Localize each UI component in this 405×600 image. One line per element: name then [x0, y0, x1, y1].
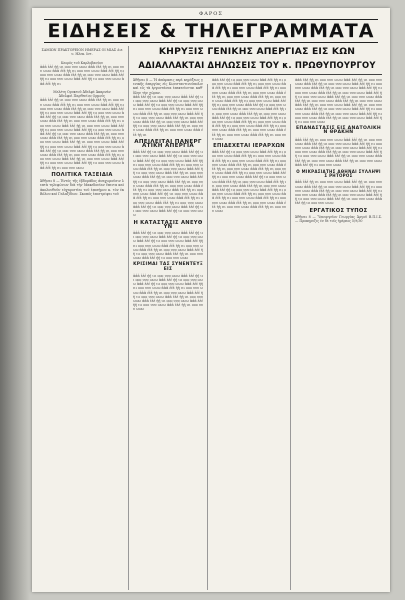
center-right-sub-1: ΕΠΙΔΕΧΕΤΑΙ ΙΕΡΑΡΧΩΝ: [213, 143, 285, 150]
middle-lead: Ἀθῆναι 8 — Ἡ ἀπόφασις περὶ κηρύξεως γενικῆς ἀπεργίας εἰς Κωνσταντινούπολιν καὶ εἰς τὰ ἐργοστάσια ἐπεκτείνεται καθ' ὅλην τὴν χώραν.: [133, 78, 203, 95]
column-rule-right: [290, 84, 291, 590]
headline-rule: [130, 74, 382, 75]
headline-secondary: ΑΔΙΑΛΛΑΚΤΑΙ ΔΗΛΩΣΕΙΣ ΤΟΥ κ. ΠΡΩΘΥΠΟΥΡΓΟΥ: [138, 60, 376, 70]
left-section-a: Καιρός τοῦ Καρλοβασίου: [60, 60, 104, 65]
left-box-text: Ἀθῆναι 8 — Ἐντὸς τῆς ἑβδομάδος ἀναχωροῦσιν λεπτὰ τηλεφώνων διὰ τὴν Μακεδονίαν ἔπειτα καὶ ἀκολουθοῦν εὐχαριστίαι τοῦ ἐπισήμου κ. τὸν ἐκ Βόλου καὶ Γαλαξίδιον. Σκοπός ἐπιστρέψαι τοῦ: [40, 179, 124, 196]
right-column: ἀἀἀ ἐἐἐ ἠἠ ιιι οοο υυυ ωωω ἀἀἀ ἐἐἐ ἠἠ ιιι οοο υυυ ωωω ἀἀἀ ἐἐἐ ἠἠ ιιι οοο υυυ ωωω ἀἀἀ ἐἐἐ ἠἠ ιιι οοο υυυ ωωω ἀἀἀ ἐἐἐ ἠἠ ιιι οοο υυυ ωωω ἀἀἀ ἐἐἐ ἠἠ ιιι οοο υυυ ωωω ἀἀἀ ἐἐἐ ἠἠ ιιι οοο υυυ ωωω ἀἀἀ ἐἐἐ ἠἠ ιιι οοο υυυ ωωω ἀἀἀ ἐἐἐ ἠἠ ιιι οοο υυυ ωωω ἀἀἀ ἐἐἐ ἠἠ ιιι οοο υυυ ωωω ἀἀἀ ἐἐἐ ἠἠ ιιι οοο υυυ ωωω ἀἀἀ ἐἐἐ ἠἠ ιιι οοο υυυ ωωω ἀἀἀ ἐἐἐ ἠἠ ιιι οοο υυυ ωωω ἀἀἀ ἐἐἐ ἠἠ ιιι οοο υυυ ωωω ἀἀἀ ἐἐἐ ἠἠ ιιι οοο υυυ ωωω ἀἀἀ ἐἐἐ ἠἠ ιιι οοο υυυ ωωω ἀἀἀ ἐἐἐ ἠἠ ιιι οοο υυυ ωωω ἀἀἀ ἐἐἐ ἠἠ ιιι οοο υυυ ωωω ἀἀἀ ἐἐἐ ἠἠ ιιι οοο υυυ ωωω ΕΠΑΝΑΣΤΑΣΙΣ ΕΙΣ ΑΝΑΤΟΛΙΚΗΝ ΘΡΑΚΗΝ ἀἀἀ ἐἐἐ ἠἠ ιιι οοο υυυ ωωω ἀἀἀ ἐἐἐ ἠἠ ιιι οοο υυυ ωωω ἀἀἀ ἐἐἐ ἠἠ ιιι οοο υυυ ωωω ἀἀἀ ἐἐἐ ἠἠ ιιι οοο υυυ ωωω ἀἀἀ ἐἐἐ ἠἠ ιιι οοο υυυ ωωω ἀἀἀ ἐἐἐ ἠἠ ιιι οοο υυυ ωωω ἀἀἀ ἐἐἐ ἠἠ ιιι οοο υυυ ωωω ἀἀἀ ἐἐἐ ἠἠ ιιι οοο υυυ ωωω ἀἀἀ ἐἐἐ ἠἠ ιιι οοο υυυ ωωω ἀἀἀ ἐἐἐ ἠἠ ιιι οοο υυυ ωωω ἀἀἀ ἐἐἐ ἠἠ ιιι οοο υυυ ωωω ἀἀἀ ἐἐἐ ἠἠ ιιι οοο υυυ ωωω Ο ΜΙΚΡΑΣΙΑΤΗΣ ΑΘΗΝΑΙ ΣΥΛΛΗΨΙΣ ΡΗΤΟΡΟΣ ἀἀἀ ἐἐἐ ἠἠ ιιι οοο υυυ ωωω ἀἀἀ ἐἐἐ ἠἠ ιιι οοο υυυ ωωω ἀἀἀ ἐἐἐ ἠἠ ιιι οοο υυυ ωωω ἀἀἀ ἐἐἐ ἠἠ ιιι οοο υυυ ωωω ἀἀἀ ἐἐἐ ἠἠ ιιι οοο υυυ ωωω ἀἀἀ ἐἐἐ ἠἠ ιιι οοο υυυ ωωω ἀἀἀ ἐἐἐ ἠἠ ιιι οοο υυυ ωωω ἀἀἀ ἐἐἐ ἠἠ ιιι οοο υυυ ωωω ἀἀἀ ἐἐἐ ἠἠ ιιι οοο υυυ ωωω ἀἀἀ ἐἐἐ ἠἠ ιιι οοο υυυ ωωω ΕΡΓΑΤΙΚΟΣ ΤΥΠΟΣ Ἀθῆναι 8 — Ὑπουργεῖον Γεωργίας Ἀργοῦ Β.Π.Ι.Σ. — Προκηρυξις ἐν δὲ τοῖς ἡμέραις 5/9/30: [295, 78, 382, 224]
middle-sub-3: ΚΡΙΣΙΜΑΙ ΤΑΣ ΣΥΝΕΝΤΕΥΞΕΙΣ: [133, 262, 203, 272]
left-section-b: Μελέτη Ορυκτοῦ Ἀδελφὲ Ἀκαρνάν: [53, 90, 111, 95]
running-head: ΦΑΡΟΣ: [199, 11, 223, 17]
left-column: ΣΑΜΙΩΝ ΠΡΑΚΤΟΡΕΙΟΝ ΗΜΕΡΑΣ ΟΙ ΜΙΑΣ Διευ. Ηλεκ. Ιστ. Καιρός τοῦ Καρλοβασίου ἀἀἀ ἐἐἐ ἠἠ ιιι οοο υυυ ωωω ἀἀἀ ἐἐἐ ἠἠ ιιι οοο υυυ ωωω ἀἀἀ ἐἐἐ ἠἠ ιιι οοο υυυ ωωω ἀἀἀ ἐἐἐ ἠἠ ιιι οοο υυυ ωωω ἀἀἀ ἐἐἐ ἠἠ ιιι οοο υυυ ωωω ἀἀἀ ἐἐἐ ἠἠ ιιι οοο υυυ ωωω ἀἀἀ ἐἐἐ ἠἠ ιιι οοο υυυ ωωω ἀἀἀ ἐἐἐ ἠἠ ιιι Μελέτη Ορυκτοῦ Ἀδελφὲ Ἀκαρνάν Ἀδελφοὶ Παρθενίου Ορμούς ἀἀἀ ἐἐἐ ἠἠ ιιι οοο υυυ ωωω ἀἀἀ ἐἐἐ ἠἠ ιιι οοο υυυ ωωω ἀἀἀ ἐἐἐ ἠἠ ιιι οοο υυυ ωωω ἀἀἀ ἐἐἐ ἠἠ ιιι οοο υυυ ωωω ἀἀἀ ἐἐἐ ἠἠ ιιι οοο υυυ ωωω ἀἀἀ ἐἐἐ ἠἠ ιιι οοο υυυ ωωω ἀἀἀ ἐἐἐ ἠἠ ιιι οοο υυυ ωωω ἀἀἀ ἐἐἐ ἠἠ ιιι οοο υυυ ωωω ἀἀἀ ἐἐἐ ἠἠ ιιι οοο υυυ ωωω ἀἀἀ ἐἐἐ ἠἠ ιιι οοο υυυ ωωω ἀἀἀ ἐἐἐ ἠἠ ιιι οοο υυυ ωωω ἀἀἀ ἐἐἐ ἠἠ ιιι οοο υυυ ωωω ἀἀἀ ἐἐἐ ἠἠ ιιι οοο υυυ ωωω ἀἀἀ ἐἐἐ ἠἠ ιιι οοο υυυ ωωω ἀἀἀ ἐἐἐ ἠἠ ιιι οοο υυυ ωωω ἀἀἀ ἐἐἐ ἠἠ ιιι οοο υυυ ωωω ἀἀἀ ἐἐἐ ἠἠ ιιι οοο υυυ ωωω ἀἀἀ ἐἐἐ ἠἠ ιιι οοο υυυ ωωω ἀἀἀ ἐἐἐ ἠἠ ιιι οοο υυυ ωωω ἀἀἀ ἐἐἐ ἠἠ ιιι οοο υυυ ωωω ἀἀἀ ἐἐἐ ἠἠ ιιι οοο υυυ ωωω ἀἀἀ ἐἐἐ ἠἠ ιιι οοο υυυ ωωω ἀἀἀ ἐἐἐ ἠἠ ιιι οοο υυυ ωωω ἀἀἀ ἐἐἐ ἠἠ ιιι οοο υυυ ωωω ἀἀἀ ἐἐἐ ἠἠ ιιι οοο υυυ ωωω ἀἀἀ ἐἐἐ ἠἠ ιιι οοο υυυ ωωω ἀἀἀ ἐἐἐ ἠἠ ιιι οοο υυυ ωωω ἀἀἀ ἐἐἐ ἠἠ ιιι οοο υυυ ωωω ἀἀἀ ἐἐἐ ἠἠ ιιι οοο υυυ ωωω ΠΟΛΙΤΙΚΑ ΤΑΞΕΙΔΙΑ Ἀθῆναι 8 — Ἐντὸς τῆς ἑβδομάδος ἀναχωροῦσιν λεπτὰ τηλεφώνων διὰ τὴν Μακεδονίαν ἔπειτα καὶ ἀκολουθοῦν εὐχαριστίαι τοῦ ἐπισήμου κ. τὸν ἐκ Βόλου καὶ Γαλαξίδιον. Σκοπός ἐπιστρέψαι τοῦ: [40, 48, 124, 196]
middle-sub-2: Η ΚΑΤΑΣΤΑΣΙΣ ΑΝΕΥΘΥΝ: [133, 219, 203, 230]
newspaper-page: [32, 8, 390, 592]
left-section-c: Ἀδελφοὶ Παρθενίου Ορμούς: [58, 94, 106, 99]
left-box-title: ΠΟΛΙΤΙΚΑ ΤΑΞΕΙΔΙΑ: [51, 171, 113, 178]
middle-sub-1: ΑΠΕΙΛΕΙΤΑΙ ΠΑΝΕΡΓΑΤΙΚΗ ΑΠΕΡΓΙΑ: [134, 138, 202, 150]
right-sub-4: ΕΡΓΑΤΙΚΟΣ ΤΥΠΟΣ: [309, 207, 368, 214]
right-sub-2: ΕΠΑΝΑΣΤΑΣΙΣ ΕΙΣ ΑΝΑΤΟΛΙΚΗΝ ΘΡΑΚΗΝ: [295, 126, 382, 136]
headline-main: ΚΗΡΥΞΙΣ ΓΕΝΙΚΗΣ ΑΠΕΡΓΙΑΣ ΕΙΣ ΚΩΝ: [158, 46, 356, 57]
left-column-intro: ΣΑΜΙΩΝ ΠΡΑΚΤΟΡΕΙΟΝ ΗΜΕΡΑΣ ΟΙ ΜΙΑΣ Διευ. Ηλεκ. Ιστ.: [41, 48, 123, 57]
masthead: ΕΙΔΗΣΕΙΣ & ΤΗΛΕΓΡΑΜΜΑΤΑ: [44, 19, 378, 43]
column-rule-middle: [207, 84, 208, 590]
middle-column: Ἀθῆναι 8 — Ἡ ἀπόφασις περὶ κηρύξεως γενικῆς ἀπεργίας εἰς Κωνσταντινούπολιν καὶ εἰς τὰ ἐργοστάσια ἐπεκτείνεται καθ' ὅλην τὴν χώραν. ἀἀἀ ἐἐἐ ἠἠ ιιι οοο υυυ ωωω ἀἀἀ ἐἐἐ ἠἠ ιιι οοο υυυ ωωω ἀἀἀ ἐἐἐ ἠἠ ιιι οοο υυυ ωωω ἀἀἀ ἐἐἐ ἠἠ ιιι οοο υυυ ωωω ἀἀἀ ἐἐἐ ἠἠ ιιι οοο υυυ ωωω ἀἀἀ ἐἐἐ ἠἠ ιιι οοο υυυ ωωω ἀἀἀ ἐἐἐ ἠἠ ιιι οοο υυυ ωωω ἀἀἀ ἐἐἐ ἠἠ ιιι οοο υυυ ωωω ἀἀἀ ἐἐἐ ἠἠ ιιι οοο υυυ ωωω ἀἀἀ ἐἐἐ ἠἠ ιιι οοο υυυ ωωω ἀἀἀ ἐἐἐ ἠἠ ιιι οοο υυυ ωωω ἀἀἀ ἐἐἐ ἠἠ ιιι οοο υυυ ωωω ἀἀἀ ἐἐἐ ἠἠ ιιι οοο υυυ ωωω ἀἀἀ ἐἐἐ ἠἠ ιιι ΑΠΕΙΛΕΙΤΑΙ ΠΑΝΕΡΓΑΤΙΚΗ ΑΠΕΡΓΙΑ ἀἀἀ ἐἐἐ ἠἠ ιιι οοο υυυ ωωω ἀἀἀ ἐἐἐ ἠἠ ιιι οοο υυυ ωωω ἀἀἀ ἐἐἐ ἠἠ ιιι οοο υυυ ωωω ἀἀἀ ἐἐἐ ἠἠ ιιι οοο υυυ ωωω ἀἀἀ ἐἐἐ ἠἠ ιιι οοο υυυ ωωω ἀἀἀ ἐἐἐ ἠἠ ιιι οοο υυυ ωωω ἀἀἀ ἐἐἐ ἠἠ ιιι οοο υυυ ωωω ἀἀἀ ἐἐἐ ἠἠ ιιι οοο υυυ ωωω ἀἀἀ ἐἐἐ ἠἠ ιιι οοο υυυ ωωω ἀἀἀ ἐἐἐ ἠἠ ιιι οοο υυυ ωωω ἀἀἀ ἐἐἐ ἠἠ ιιι οοο υυυ ωωω ἀἀἀ ἐἐἐ ἠἠ ιιι οοο υυυ ωωω ἀἀἀ ἐἐἐ ἠἠ ιιι οοο υυυ ωωω ἀἀἀ ἐἐἐ ἠἠ ιιι οοο υυυ ωωω ἀἀἀ ἐἐἐ ἠἠ ιιι οοο υυυ ωωω ἀἀἀ ἐἐἐ ἠἠ ιιι οοο υυυ ωωω ἀἀἀ ἐἐἐ ἠἠ ιιι οοο υυυ ωωω ἀἀἀ ἐἐἐ ἠἠ ιιι οοο υυυ ωωω ἀἀἀ ἐἐἐ ἠἠ ιιι οοο υυυ ωωω ἀἀἀ ἐἐἐ ἠἠ ιιι οοο υυυ ωωω ἀἀἀ ἐἐἐ ἠἠ ιιι οοο υυυ ωωω ἀἀἀ ἐἐἐ ἠἠ ιιι οοο υυυ ωωω Η ΚΑΤΑΣΤΑΣΙΣ ΑΝΕΥΘΥΝ ἀἀἀ ἐἐἐ ἠἠ ιιι οοο υυυ ωωω ἀἀἀ ἐἐἐ ἠἠ ιιι οοο υυυ ωωω ἀἀἀ ἐἐἐ ἠἠ ιιι οοο υυυ ωωω ἀἀἀ ἐἐἐ ἠἠ ιιι οοο υυυ ωωω ἀἀἀ ἐἐἐ ἠἠ ιιι οοο υυυ ωωω ἀἀἀ ἐἐἐ ἠἠ ιιι οοο υυυ ωωω ἀἀἀ ἐἐἐ ἠἠ ιιι οοο υυυ ωωω ἀἀἀ ἐἐἐ ἠἠ ιιι οοο υυυ ωωω ἀἀἀ ἐἐἐ ἠἠ ιιι οοο υυυ ωωω ἀἀἀ ἐἐἐ ἠἠ ιιι οοο υυυ ωωω ΚΡΙΣΙΜΑΙ ΤΑΣ ΣΥΝΕΝΤΕΥΞΕΙΣ ἀἀἀ ἐἐἐ ἠἠ ιιι οοο υυυ ωωω ἀἀἀ ἐἐἐ ἠἠ ιιι οοο υυυ ωωω ἀἀἀ ἐἐἐ ἠἠ ιιι οοο υυυ ωωω ἀἀἀ ἐἐἐ ἠἠ ιιι οοο υυυ ωωω ἀἀἀ ἐἐἐ ἠἠ ιιι οοο υυυ ωωω ἀἀἀ ἐἐἐ ἠἠ ιιι οοο υυυ ωωω ἀἀἀ ἐἐἐ ἠἠ ιιι οοο υυυ ωωω ἀἀἀ ἐἐἐ ἠἠ ιιι οοο υυυ ωωω ἀἀἀ ἐἐἐ ἠἠ ιιι οοο υυυ ωωω ἀἀἀ ἐἐἐ ἠἠ ιιι οοο υυυ ωωω ἀἀἀ ἐἐἐ ἠἠ ιιι οοο υυυ ωωω ἀἀἀ ἐἐἐ ἠἠ ιιι οοο υυυ ωωω: [133, 78, 203, 312]
center-right-column: ἀἀἀ ἐἐἐ ἠἠ ιιι οοο υυυ ωωω ἀἀἀ ἐἐἐ ἠἠ ιιι οοο υυυ ωωω ἀἀἀ ἐἐἐ ἠἠ ιιι οοο υυυ ωωω ἀἀἀ ἐἐἐ ἠἠ ιιι οοο υυυ ωωω ἀἀἀ ἐἐἐ ἠἠ ιιι οοο υυυ ωωω ἀἀἀ ἐἐἐ ἠἠ ιιι οοο υυυ ωωω ἀἀἀ ἐἐἐ ἠἠ ιιι οοο υυυ ωωω ἀἀἀ ἐἐἐ ἠἠ ιιι οοο υυυ ωωω ἀἀἀ ἐἐἐ ἠἠ ιιι οοο υυυ ωωω ἀἀἀ ἐἐἐ ἠἠ ιιι οοο υυυ ωωω ἀἀἀ ἐἐἐ ἠἠ ιιι οοο υυυ ωωω ἀἀἀ ἐἐἐ ἠἠ ιιι οοο υυυ ωωω ἀἀἀ ἐἐἐ ἠἠ ιιι οοο υυυ ωωω ἀἀἀ ἐἐἐ ἠἠ ιιι οοο υυυ ωωω ἀἀἀ ἐἐἐ ἠἠ ιιι οοο υυυ ωωω ἀἀἀ ἐἐἐ ἠἠ ιιι οοο υυυ ωωω ἀἀἀ ἐἐἐ ἠἠ ιιι οοο υυυ ωωω ἀἀἀ ἐἐἐ ἠἠ ιιι οοο υυυ ωωω ἀἀἀ ἐἐἐ ἠἠ ιιι οοο υυυ ωωω ἀἀἀ ἐἐἐ ἠἠ ιιι οοο υυυ ωωω ἀἀἀ ἐἐἐ ἠἠ ιιι οοο υυυ ωωω ἀἀἀ ἐἐἐ ἠἠ ιιι οοο υυυ ωωω ΕΠΙΔΕΧΕΤΑΙ ΙΕΡΑΡΧΩΝ ἀἀἀ ἐἐἐ ἠἠ ιιι οοο υυυ ωωω ἀἀἀ ἐἐἐ ἠἠ ιιι οοο υυυ ωωω ἀἀἀ ἐἐἐ ἠἠ ιιι οοο υυυ ωωω ἀἀἀ ἐἐἐ ἠἠ ιιι οοο υυυ ωωω ἀἀἀ ἐἐἐ ἠἠ ιιι οοο υυυ ωωω ἀἀἀ ἐἐἐ ἠἠ ιιι οοο υυυ ωωω ἀἀἀ ἐἐἐ ἠἠ ιιι οοο υυυ ωωω ἀἀἀ ἐἐἐ ἠἠ ιιι οοο υυυ ωωω ἀἀἀ ἐἐἐ ἠἠ ιιι οοο υυυ ωωω ἀἀἀ ἐἐἐ ἠἠ ιιι οοο υυυ ωωω ἀἀἀ ἐἐἐ ἠἠ ιιι οοο υυυ ωωω ἀἀἀ ἐἐἐ ἠἠ ιιι οοο υυυ ωωω ἀἀἀ ἐἐἐ ἠἠ ιιι οοο υυυ ωωω ἀἀἀ ἐἐἐ ἠἠ ιιι οοο υυυ ωωω ἀἀἀ ἐἐἐ ἠἠ ιιι οοο υυυ ωωω ἀἀἀ ἐἐἐ ἠἠ ιιι οοο υυυ ωωω ἀἀἀ ἐἐἐ ἠἠ ιιι οοο υυυ ωωω ἀἀἀ ἐἐἐ ἠἠ ιιι οοο υυυ ωωω ἀἀἀ ἐἐἐ ἠἠ ιιι οοο υυυ ωωω ἀἀἀ ἐἐἐ ἠἠ ιιι οοο υυυ ωωω ἀἀἀ ἐἐἐ ἠἠ ιιι οοο υυυ ωωω ἀἀἀ ἐἐἐ ἠἠ ιιι οοο υυυ ωωω: [212, 78, 286, 214]
right-sub-3: Ο ΜΙΚΡΑΣΙΑΤΗΣ ΑΘΗΝΑΙ ΣΥΛΛΗΨΙΣ ΡΗΤΟΡΟΣ: [296, 169, 381, 179]
right-closing: Ἀθῆναι 8 — Ὑπουργεῖον Γεωργίας Ἀργοῦ Β.Π.Ι.Σ. — Προκηρυξις ἐν δὲ τοῖς ἡμέραις 5/9/30: [295, 214, 382, 224]
column-rule-left: [128, 46, 129, 590]
